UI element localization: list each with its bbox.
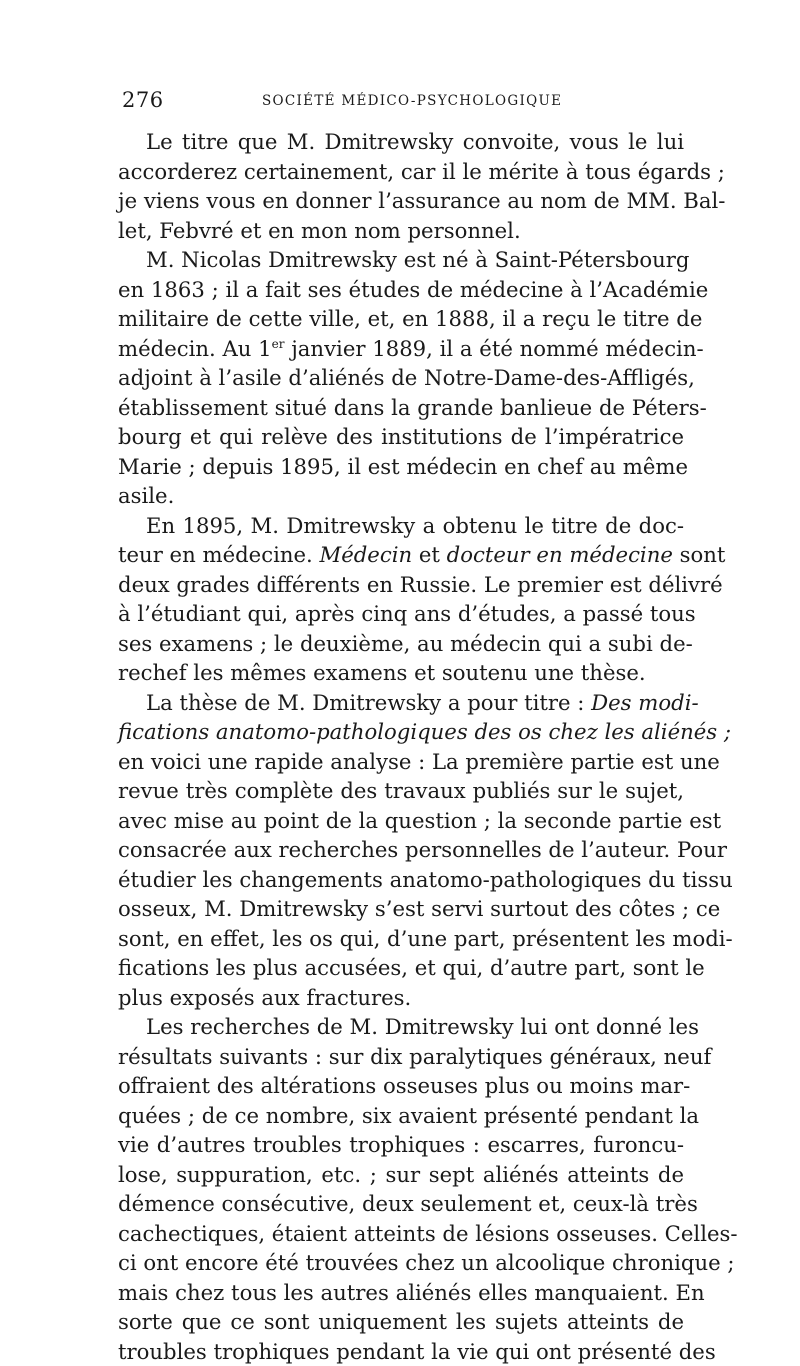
text-line bbox=[118, 658, 684, 688]
text-run: adjoint à l’asile d’aliénés de Notre-Dame-des-Affligés, bbox=[118, 365, 695, 390]
text-line bbox=[118, 422, 684, 452]
text-line bbox=[118, 1248, 684, 1278]
text-run: en 1863 ; il a fait ses études de médecine à l’Académie bbox=[118, 277, 708, 302]
text-run: établissement situé dans la grande banlieue de Péters- bbox=[118, 395, 707, 420]
text-line bbox=[118, 835, 684, 865]
text-line bbox=[118, 1307, 684, 1337]
text-run: offraient des altérations osseuses plus ou moins mar- bbox=[118, 1073, 690, 1098]
text-run: Le titre que M. Dmitrewsky convoite, vous le lui bbox=[146, 129, 684, 154]
text-run: avec mise au point de la question ; la seconde partie est bbox=[118, 808, 721, 833]
text-line bbox=[118, 629, 684, 659]
text-line bbox=[118, 363, 684, 393]
text-run: à l’étudiant qui, après cinq ans d’études, a passé tous bbox=[118, 601, 696, 626]
text-line bbox=[118, 1130, 684, 1160]
text-run: mais chez tous les autres aliénés elles manquaient. En bbox=[118, 1280, 705, 1305]
text-run: asile. bbox=[118, 483, 174, 508]
text-run: teur en médecine. bbox=[118, 542, 320, 567]
text-run: revue très complète des travaux publiés sur le sujet, bbox=[118, 778, 684, 803]
text-run: je viens vous en donner l’assurance au nom de MM. Bal- bbox=[118, 188, 725, 213]
text-line bbox=[118, 304, 684, 334]
text-run: lose, suppuration, etc. ; sur sept aliénés atteints de bbox=[118, 1162, 684, 1187]
text-run: démence consécutive, deux seulement et, ceux-là très bbox=[118, 1191, 698, 1216]
text-run: En 1895, M. Dmitrewsky a obtenu le titre de doc- bbox=[146, 513, 684, 538]
text-line bbox=[118, 1219, 684, 1249]
text-line bbox=[118, 511, 684, 541]
text-line bbox=[118, 894, 684, 924]
italic-text: Médecin bbox=[320, 542, 413, 567]
text-run: let, Febvré et en mon nom personnel. bbox=[118, 218, 521, 243]
text-line bbox=[118, 806, 684, 836]
text-run: janvier 1889, il a été nommé médecin- bbox=[285, 336, 704, 361]
text-run: sorte que ce sont uniquement les sujets atteints de bbox=[118, 1309, 684, 1334]
italic-text: docteur en médecine bbox=[447, 542, 673, 567]
text-run: fications les plus accusées, et qui, d’autre part, sont le bbox=[118, 955, 705, 980]
text-run: La thèse de M. Dmitrewsky a pour titre : bbox=[146, 690, 591, 715]
text-line bbox=[118, 245, 684, 275]
text-run: Les recherches de M. Dmitrewsky lui ont donné les bbox=[146, 1014, 699, 1039]
text-line bbox=[118, 334, 684, 364]
text-line bbox=[118, 127, 684, 157]
text-line bbox=[118, 1101, 684, 1131]
text-line bbox=[118, 953, 684, 983]
superscript: er bbox=[272, 337, 285, 351]
italic-text: fications anatomo-pathologiques des os chez les aliénés ; bbox=[118, 719, 731, 744]
text-line bbox=[118, 1012, 684, 1042]
text-run: étudier les changements anatomo-pathologiques du tissu bbox=[118, 867, 733, 892]
text-line bbox=[118, 688, 684, 718]
text-line bbox=[118, 1042, 684, 1072]
text-run: bourg et qui relève des institutions de l’impératrice bbox=[118, 424, 684, 449]
running-head bbox=[120, 88, 686, 118]
page-number: 276 bbox=[122, 88, 164, 112]
text-line bbox=[118, 1189, 684, 1219]
text-run: consacrée aux recherches personnelles de l’auteur. Pour bbox=[118, 837, 727, 862]
journal-title: SOCIÉTÉ MÉDICO-PSYCHOLOGIQUE bbox=[262, 93, 562, 109]
text-run: vie d’autres troubles trophiques : escarres, furoncu- bbox=[118, 1132, 684, 1157]
text-line bbox=[118, 599, 684, 629]
text-run: accorderez certainement, car il le mérite à tous égards ; bbox=[118, 159, 725, 184]
body-text bbox=[118, 127, 684, 1366]
text-run: quées ; de ce nombre, six avaient présenté pendant la bbox=[118, 1103, 699, 1128]
text-run: deux grades différents en Russie. Le premier est délivré bbox=[118, 572, 723, 597]
text-run: militaire de cette ville, et, en 1888, il a reçu le titre de bbox=[118, 306, 702, 331]
text-run: plus exposés aux fractures. bbox=[118, 985, 411, 1010]
text-run: osseux, M. Dmitrewsky s’est servi surtout des côtes ; ce bbox=[118, 896, 720, 921]
text-line bbox=[118, 481, 684, 511]
text-run: M. Nicolas Dmitrewsky est né à Saint-Pétersbourg bbox=[146, 247, 689, 272]
text-run: troubles trophiques pendant la vie qui ont présenté des bbox=[118, 1339, 716, 1364]
text-line bbox=[118, 1071, 684, 1101]
text-line bbox=[118, 865, 684, 895]
text-line bbox=[118, 1337, 684, 1366]
text-line bbox=[118, 776, 684, 806]
text-run: résultats suivants : sur dix paralytiques généraux, neuf bbox=[118, 1044, 711, 1069]
text-run: en voici une rapide analyse : La première partie est une bbox=[118, 749, 720, 774]
text-run: sont bbox=[673, 542, 726, 567]
text-line bbox=[118, 452, 684, 482]
text-line bbox=[118, 216, 684, 246]
text-line bbox=[118, 186, 684, 216]
text-run: ses examens ; le deuxième, au médecin qui a subi de- bbox=[118, 631, 693, 656]
text-line bbox=[118, 983, 684, 1013]
text-run: cachectiques, étaient atteints de lésions osseuses. Celles- bbox=[118, 1221, 738, 1246]
text-run: médecin. Au 1 bbox=[118, 336, 272, 361]
italic-text: Des modi- bbox=[591, 690, 698, 715]
text-line bbox=[118, 393, 684, 423]
text-line bbox=[118, 1160, 684, 1190]
text-run: rechef les mêmes examens et soutenu une thèse. bbox=[118, 660, 646, 685]
text-run: Marie ; depuis 1895, il est médecin en chef au même bbox=[118, 454, 688, 479]
text-line bbox=[118, 924, 684, 954]
text-line bbox=[118, 717, 684, 747]
text-line bbox=[118, 157, 684, 187]
text-run: ci ont encore été trouvées chez un alcoolique chronique ; bbox=[118, 1250, 735, 1275]
text-line bbox=[118, 275, 684, 305]
text-line bbox=[118, 570, 684, 600]
text-line bbox=[118, 747, 684, 777]
text-run: et bbox=[412, 542, 447, 567]
text-line bbox=[118, 540, 684, 570]
text-run: sont, en effet, les os qui, d’une part, présentent les modi- bbox=[118, 926, 733, 951]
text-line bbox=[118, 1278, 684, 1308]
